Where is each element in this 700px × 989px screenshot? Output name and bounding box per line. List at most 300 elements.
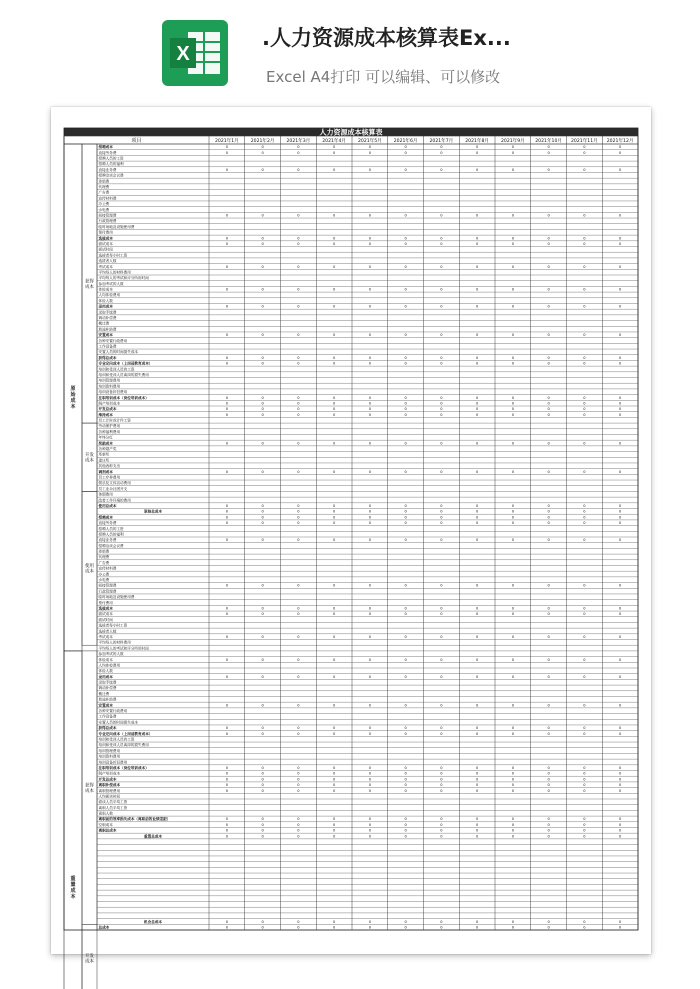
cell-value: 0: [511, 241, 515, 246]
cell-value: 0: [511, 407, 515, 412]
cell-value: 0: [440, 765, 443, 770]
cell-value: 0: [225, 145, 229, 150]
cell-value: 0: [475, 771, 479, 776]
cell-value: 0: [618, 515, 622, 520]
cell-value: 0: [547, 919, 550, 924]
cell-value: 0: [511, 412, 515, 417]
cell-value: 0: [261, 634, 264, 639]
cell-value: 0: [583, 145, 586, 150]
row-label: 体检人数: [98, 298, 113, 303]
cell-value: 0: [261, 606, 264, 611]
cell-value: 0: [297, 361, 300, 366]
cell-value: 0: [297, 264, 300, 269]
cell-value: 0: [475, 634, 479, 639]
row-label: 安置成本: [98, 703, 113, 708]
cell-value: 0: [583, 834, 586, 839]
row-label: 平均每人的材料费用: [98, 640, 131, 645]
row-label: 离职补偿成本: [98, 783, 121, 788]
cell-value: 0: [225, 213, 229, 218]
cell-value: 0: [368, 521, 372, 526]
cell-value: 0: [225, 726, 229, 731]
cell-value: 0: [440, 213, 443, 218]
row-label: 差旅费: [98, 179, 110, 184]
cell-value: 0: [368, 241, 372, 246]
cell-value: 0: [618, 401, 622, 406]
cell-value: 0: [261, 167, 264, 172]
cell-value: 0: [440, 788, 443, 793]
cell-value: 0: [583, 771, 586, 776]
cell-value: 0: [297, 509, 300, 514]
cell-value: 0: [440, 361, 443, 366]
cell-value: 0: [583, 503, 586, 508]
cell-value: 0: [261, 304, 264, 309]
cell-value: 0: [511, 355, 515, 360]
row-label: 离职人员平均工资: [98, 805, 128, 810]
document-header: [0, 0, 700, 105]
cell-value: 0: [225, 441, 229, 446]
cell-value: 0: [618, 726, 622, 731]
cell-value: 0: [332, 783, 336, 788]
cell-value: 0: [261, 441, 264, 446]
cell-value: 0: [547, 674, 550, 679]
cell-value: 0: [618, 509, 622, 514]
row-label: 录取手续费: [98, 680, 117, 685]
row-label: 离职管理费用: [98, 788, 121, 793]
group-label-char: 重: [70, 875, 76, 882]
cell-value: 0: [261, 241, 264, 246]
cell-value: 0: [368, 441, 372, 446]
cell-value: 0: [225, 822, 229, 827]
row-label: 娱乐及文体活动费用: [98, 481, 131, 486]
row-label: 培训设备折旧费用: [98, 760, 128, 765]
row-label: 在职培训成本（岗位培训成本）: [98, 765, 149, 770]
cell-value: 0: [368, 828, 372, 833]
cell-value: 0: [475, 412, 479, 417]
cell-value: 0: [261, 583, 264, 588]
row-label: 重置总成本: [144, 834, 162, 839]
cell-value: 0: [583, 241, 586, 246]
cell-value: 0: [368, 822, 372, 827]
cell-value: 0: [404, 583, 407, 588]
cell-value: 0: [440, 241, 443, 246]
cell-value: 0: [583, 765, 586, 770]
cell-value: 0: [297, 441, 300, 446]
row-label: 直接业务费: [98, 167, 117, 172]
cell-value: 0: [404, 287, 407, 292]
cell-value: 0: [332, 395, 336, 400]
cell-value: 0: [547, 213, 550, 218]
cell-value: 0: [225, 788, 229, 793]
cell-value: 0: [511, 395, 515, 400]
row-label: 休假费用: [98, 492, 113, 497]
group-label-char: 置: [70, 881, 76, 888]
cell-value: 0: [547, 834, 550, 839]
cell-value: 0: [440, 236, 443, 241]
cell-value: 0: [297, 765, 300, 770]
cell-value: 0: [261, 919, 264, 924]
cell-value: 0: [618, 167, 622, 172]
row-label: 选拔者每小时工资: [98, 253, 128, 258]
cell-value: 0: [332, 606, 336, 611]
cell-value: 0: [261, 150, 264, 155]
cell-value: 0: [511, 469, 515, 474]
cell-value: 0: [368, 401, 372, 406]
cell-value: 0: [368, 634, 372, 639]
row-label: 离职总成本: [98, 828, 117, 833]
cell-value: 0: [225, 287, 229, 292]
cell-value: 0: [404, 407, 407, 412]
row-label: 搬迁费: [98, 321, 110, 326]
cell-value: 0: [618, 783, 622, 788]
cell-value: 0: [368, 395, 372, 400]
row-label: 员工疗养费用: [98, 475, 121, 480]
row-label: 宣传材料费: [98, 196, 117, 201]
cell-value: 0: [511, 236, 515, 241]
cell-value: 0: [547, 788, 550, 793]
row-label: 宣传材料费: [98, 566, 117, 571]
cell-value: 0: [297, 503, 300, 508]
row-label: 招聘成本: [98, 515, 113, 520]
row-label: 员工计时或计件工资: [98, 418, 131, 423]
cell-value: 0: [547, 509, 550, 514]
cell-value: 0: [547, 765, 550, 770]
cell-value: 0: [225, 828, 229, 833]
cell-value: 0: [618, 583, 622, 588]
cell-value: 0: [618, 469, 622, 474]
cell-value: 0: [261, 287, 264, 292]
cell-value: 0: [511, 828, 515, 833]
cell-value: 0: [368, 765, 372, 770]
cell-value: 0: [475, 612, 479, 617]
cell-value: 0: [583, 395, 586, 400]
cell-value: 0: [261, 788, 264, 793]
row-label: 招聘人员的工资: [98, 526, 124, 531]
cell-value: 0: [440, 771, 443, 776]
cell-value: 0: [547, 361, 550, 366]
cell-value: 0: [297, 333, 300, 338]
cell-value: 0: [261, 355, 264, 360]
cell-value: 0: [261, 612, 264, 617]
cell-value: 0: [297, 822, 300, 827]
cell-value: 0: [404, 150, 407, 155]
cell-value: 0: [404, 771, 407, 776]
cell-value: 0: [297, 783, 300, 788]
header-month: 2021年5月: [357, 139, 382, 144]
document-title: .人力资源成本核算表Ex...: [262, 26, 511, 50]
cell-value: 0: [475, 726, 479, 731]
cell-value: 0: [404, 828, 407, 833]
cell-value: 0: [511, 726, 515, 731]
cell-value: 0: [332, 817, 336, 822]
cell-value: 0: [225, 395, 229, 400]
cell-value: 0: [511, 771, 515, 776]
cell-value: 0: [404, 241, 407, 246]
row-label: 离职前的效率损失成本（离职前的业绩差距）: [98, 817, 171, 822]
cell-value: 0: [332, 236, 336, 241]
row-label: 培训资料费用: [98, 384, 121, 389]
cell-value: 0: [618, 395, 622, 400]
cell-value: 0: [618, 606, 622, 611]
row-label: 培训和受训人员的工资: [98, 737, 135, 742]
cell-value: 0: [440, 703, 443, 708]
row-label: 考试成本: [98, 634, 113, 639]
row-label: 办公费: [98, 572, 110, 577]
cell-value: 0: [297, 606, 300, 611]
cell-value: 0: [332, 657, 336, 662]
cell-value: 0: [261, 703, 264, 708]
row-label: 广告费: [98, 190, 110, 195]
cell-value: 0: [440, 583, 443, 588]
cell-value: 0: [511, 634, 515, 639]
cell-value: 0: [404, 783, 407, 788]
cell-value: 0: [332, 925, 336, 930]
row-label: 安置成本: [98, 333, 113, 338]
row-label: 平均每人的考试和评分所用时间: [98, 276, 149, 281]
cell-value: 0: [547, 657, 550, 662]
cell-value: 0: [618, 503, 622, 508]
cell-value: 0: [618, 412, 622, 417]
cell-value: 0: [332, 674, 336, 679]
excel-file-icon: [162, 20, 228, 86]
cell-value: 0: [583, 817, 586, 822]
cell-value: 0: [261, 333, 264, 338]
cell-value: 0: [332, 469, 336, 474]
cell-value: 0: [511, 583, 515, 588]
cell-value: 0: [297, 515, 300, 520]
cell-value: 0: [332, 241, 336, 246]
cell-value: 0: [547, 726, 550, 731]
cell-value: 0: [547, 150, 550, 155]
cell-value: 0: [225, 612, 229, 617]
row-label: 使用总成本: [98, 503, 117, 508]
cell-value: 0: [332, 264, 336, 269]
cell-value: 0: [618, 771, 622, 776]
cell-value: 0: [583, 304, 586, 309]
header-item: 项目: [131, 138, 142, 144]
cell-value: 0: [368, 726, 372, 731]
cell-value: 0: [225, 167, 229, 172]
subgroup-label-line: 成本: [85, 569, 94, 575]
cell-value: 0: [511, 264, 515, 269]
cell-value: 0: [404, 333, 407, 338]
cell-value: 0: [404, 731, 407, 736]
row-label: 培训设备折旧费用: [98, 390, 128, 395]
cell-value: 0: [583, 657, 586, 662]
header-month: 2021年6月: [393, 139, 418, 144]
row-label: 选拔成本: [98, 606, 113, 611]
row-label: 培训和受训人员离岗的损失费用: [98, 743, 149, 748]
cell-value: 0: [261, 264, 264, 269]
cell-value: 0: [511, 150, 515, 155]
cell-value: 0: [368, 469, 372, 474]
cell-value: 0: [368, 304, 372, 309]
row-label: 离职人数: [98, 811, 113, 816]
row-label: 办公费: [98, 202, 110, 207]
cell-value: 0: [583, 828, 586, 833]
row-label: 录用成本: [98, 674, 113, 679]
header-month: 2021年10月: [535, 139, 562, 144]
cell-value: 0: [547, 817, 550, 822]
cell-value: 0: [547, 822, 550, 827]
cell-value: 0: [511, 538, 515, 543]
cell-value: 0: [475, 236, 479, 241]
cell-value: 0: [475, 731, 479, 736]
cell-value: 0: [404, 538, 407, 543]
cell-value: 0: [475, 515, 479, 520]
cell-value: 0: [583, 731, 586, 736]
cell-value: 0: [404, 765, 407, 770]
cell-value: 0: [225, 583, 229, 588]
row-label: 行政管理费: [98, 219, 117, 224]
cell-value: 0: [618, 919, 622, 924]
cell-value: 0: [297, 788, 300, 793]
row-label: 专业定向成本（上岗前教育成本）: [98, 361, 153, 366]
cell-value: 0: [583, 538, 586, 543]
cost-table: [51, 107, 651, 965]
row-label: 人均体检费用: [98, 663, 121, 668]
cell-value: 0: [297, 304, 300, 309]
cell-value: 0: [583, 822, 586, 827]
row-label: 各种安置行政费用: [98, 338, 128, 343]
cell-value: 0: [475, 834, 479, 839]
cell-value: 0: [297, 236, 300, 241]
cell-value: 0: [440, 333, 443, 338]
cell-value: 0: [368, 213, 372, 218]
cell-value: 0: [475, 783, 479, 788]
cell-value: 0: [297, 726, 300, 731]
cell-value: 0: [404, 355, 407, 360]
cell-value: 0: [404, 612, 407, 617]
group-label-char: 成: [70, 397, 76, 404]
cell-value: 0: [225, 469, 229, 474]
cell-value: 0: [225, 236, 229, 241]
row-label: 机会总成本: [144, 919, 162, 924]
cell-value: 0: [440, 817, 443, 822]
cell-value: 0: [225, 333, 229, 338]
cell-value: 0: [618, 657, 622, 662]
cell-value: 0: [404, 213, 407, 218]
cell-value: 0: [547, 777, 550, 782]
row-label: 建议奖: [98, 458, 110, 463]
row-label: 平均每人的考试和评分所用时间: [98, 646, 149, 651]
cell-value: 0: [332, 515, 336, 520]
cell-value: 0: [547, 583, 550, 588]
cell-value: 0: [440, 304, 443, 309]
cell-value: 0: [583, 407, 586, 412]
cell-value: 0: [261, 925, 264, 930]
cell-value: 0: [297, 919, 300, 924]
cell-value: 0: [368, 287, 372, 292]
row-label: 脱产培训成本: [98, 401, 121, 406]
row-label: 招聘洽谈会议费: [98, 173, 124, 178]
header-month: 2021年7月: [429, 139, 454, 144]
cell-value: 0: [404, 236, 407, 241]
subgroup-label-line: 使用: [85, 564, 94, 570]
cell-value: 0: [225, 731, 229, 736]
cell-value: 0: [547, 167, 550, 172]
cell-value: 0: [225, 703, 229, 708]
row-label: 体检人数: [98, 669, 113, 674]
cell-value: 0: [511, 606, 515, 611]
cell-value: 0: [511, 287, 515, 292]
row-label: 行政管理费: [98, 589, 117, 594]
cell-value: 0: [583, 783, 586, 788]
cell-value: 0: [583, 333, 586, 338]
cell-value: 0: [297, 731, 300, 736]
row-label: 旅途补助费: [98, 697, 117, 702]
cell-value: 0: [440, 287, 443, 292]
cell-value: 0: [368, 777, 372, 782]
cell-value: 0: [404, 606, 407, 611]
cell-value: 0: [225, 407, 229, 412]
cell-value: 0: [583, 925, 586, 930]
row-label: 选拔者人数: [98, 629, 117, 634]
row-label: 专业定向成本（上岗前教育成本）: [98, 731, 153, 736]
cell-value: 0: [261, 822, 264, 827]
cell-value: 0: [583, 441, 586, 446]
cell-value: 0: [583, 355, 586, 360]
cell-value: 0: [225, 355, 229, 360]
cell-value: 0: [404, 521, 407, 526]
group-label-char: 成: [70, 887, 76, 894]
cell-value: 0: [583, 236, 586, 241]
cell-value: 0: [261, 503, 264, 508]
row-label: 招聘成本: [98, 145, 113, 150]
group-label-char: 始: [70, 391, 76, 398]
cell-value: 0: [618, 834, 622, 839]
cell-value: 0: [297, 355, 300, 360]
cell-value: 0: [547, 503, 550, 508]
cell-value: 0: [404, 401, 407, 406]
row-label: 空职成本: [98, 822, 113, 827]
cell-value: 0: [368, 355, 372, 360]
cell-value: 0: [297, 241, 300, 246]
row-label: 奖励成本: [98, 441, 113, 446]
cell-value: 0: [368, 834, 372, 839]
header-month: 2021年3月: [286, 139, 311, 144]
cell-value: 0: [511, 777, 515, 782]
subgroup-label-line: 获得: [85, 783, 94, 789]
row-label: 旅途补助费: [98, 327, 117, 332]
cell-value: 0: [618, 407, 622, 412]
cell-value: 0: [583, 401, 586, 406]
cell-value: 0: [225, 777, 229, 782]
cell-value: 0: [332, 777, 336, 782]
row-label: 培训和受训人员的工资: [98, 367, 135, 372]
cell-value: 0: [440, 150, 443, 155]
cell-value: 0: [511, 919, 515, 924]
row-label: 参加考试的人数: [98, 281, 124, 286]
cell-value: 0: [297, 401, 300, 406]
subgroup-label-line: 开发: [85, 954, 94, 960]
cell-value: 0: [297, 538, 300, 543]
subgroup-label-line: 获得: [85, 279, 94, 285]
cell-value: 0: [332, 583, 336, 588]
cell-value: 0: [297, 771, 300, 776]
cell-value: 0: [368, 657, 372, 662]
cell-value: 0: [618, 817, 622, 822]
cell-value: 0: [404, 657, 407, 662]
cell-value: 0: [261, 469, 264, 474]
cell-value: 0: [618, 731, 622, 736]
cell-value: 0: [332, 150, 336, 155]
cell-value: 0: [297, 925, 300, 930]
cell-value: 0: [404, 361, 407, 366]
cell-value: 0: [475, 925, 479, 930]
cell-value: 0: [332, 167, 336, 172]
subgroup-label-line: 成本: [85, 788, 94, 794]
row-label: 招聘人员的福利: [98, 532, 124, 537]
